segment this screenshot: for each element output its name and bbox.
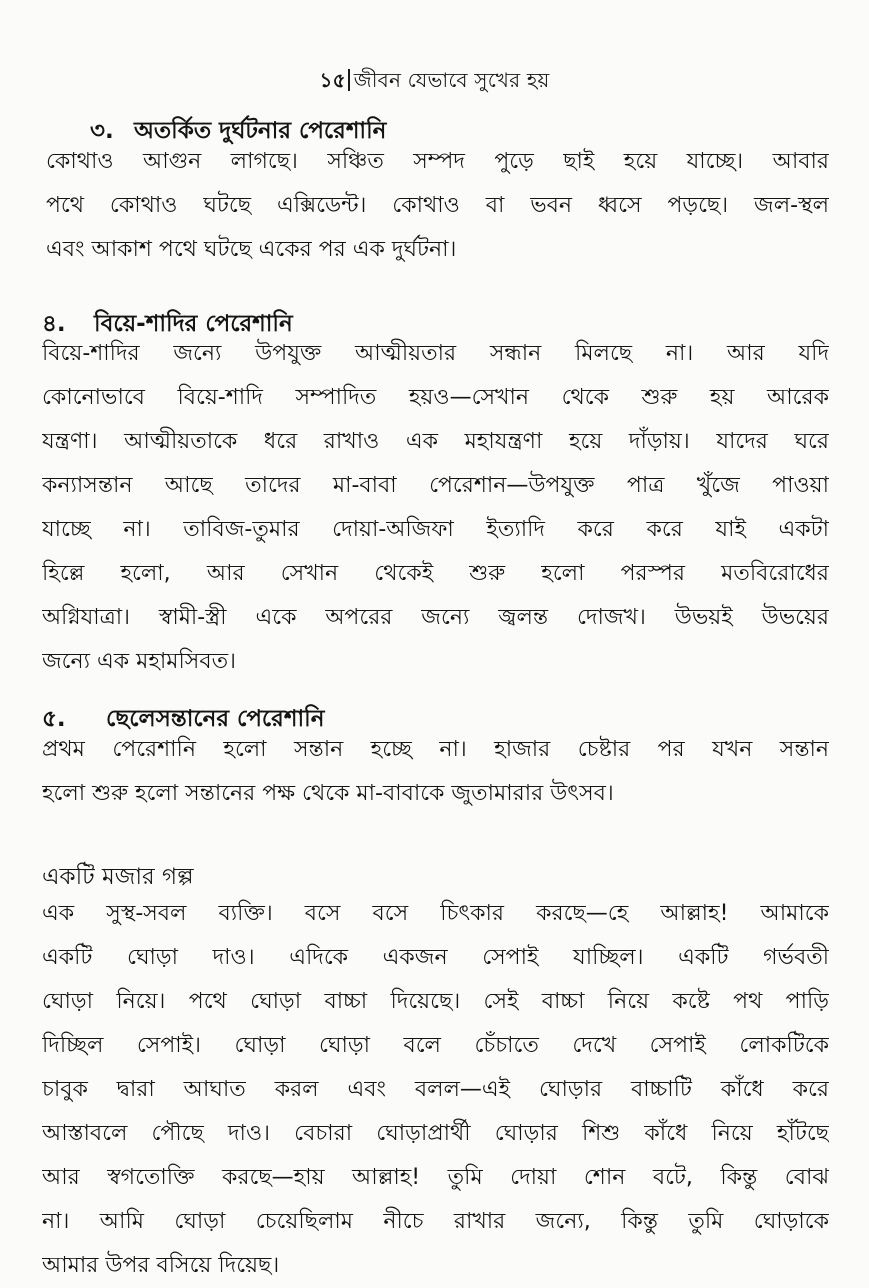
section-5-number: ৫. (42, 706, 66, 732)
text-line: জন্যে এক মহামসিবত। (42, 649, 236, 674)
text-line: আমার উপর বসিয়ে দিয়েছ। (42, 1253, 280, 1278)
text-line: ঘোড়া নিয়ে। পথে ঘোড়া বাচ্চা দিয়েছে। সেই বাচ্চা নিয়ে কষ্টে পথ পাড়ি (42, 989, 829, 1014)
text-line: যন্ত্রণা। আত্মীয়তাকে ধরে রাখাও এক মহাযন্ত্রণা হয়ে দাঁড়ায়। যাদের ঘরে (42, 429, 829, 454)
section-4-number: ৪. (42, 311, 66, 337)
text-line: অগ্নিযাত্রা। স্বামী-স্ত্রী একে অপরের জন্যে জ্বলন্ত দোজখ। উভয়ই উভয়ের (42, 605, 829, 630)
text-line: আর স্বগতোক্তি করছে—হায় আল্লাহ! তুমি দোয়া শোন বটে, কিন্তু বোঝ (42, 1165, 829, 1190)
text-line: চাবুক দ্বারা আঘাত করল এবং বলল—এই ঘোড়ার বাচ্চাটি কাঁধে করে (42, 1077, 829, 1102)
text-line: এক সুস্থ-সবল ব্যক্তি। বসে বসে চিৎকার করছে—হে আল্লাহ! আমাকে (42, 901, 829, 926)
text-line: দিচ্ছিল সেপাই। ঘোড়া ঘোড়া বলে চেঁচাতে দেখে সেপাই লোকটিকে (42, 1033, 829, 1058)
story-body (42, 892, 829, 1288)
section-3-title: অতর্কিত দুর্ঘটনার পেরেশানি (134, 118, 387, 144)
text-line: প্রথম পেরেশানি হলো সন্তান হচ্ছে না। হাজার চেষ্টার পর যখন সন্তান (42, 737, 829, 762)
text-line: পথে কোথাও ঘটছে এক্সিডেন্ট। কোথাও বা ভবন ধ্বসে পড়ছে। জল-স্থল (46, 193, 829, 218)
text-line: এবং আকাশ পথে ঘটছে একের পর এক দুর্ঘটনা। (46, 237, 457, 262)
section-4-title: বিয়ে-শাদির পেরেশানি (94, 311, 293, 337)
running-title: জীবন যেভাবে সুখের হয় (353, 68, 550, 92)
section-3-body (46, 140, 829, 272)
story-heading: একটি মজার গল্প (42, 864, 194, 890)
section-5-title: ছেলেসন্তানের পেরেশানি (106, 706, 325, 732)
text-line: যাচ্ছে না। তাবিজ-তুমার দোয়া-অজিফা ইত্যাদি করে করে যাই একটা (42, 517, 829, 542)
text-line: হলো শুরু হলো সন্তানের পক্ষ থেকে মা-বাবাকে জুতামারার উৎসব। (42, 781, 614, 806)
section-5-body (42, 728, 829, 816)
text-line: কোথাও আগুন লাগছে। সঞ্চিত সম্পদ পুড়ে ছাই হয়ে যাচ্ছে। আবার (46, 149, 829, 174)
section-3-number: ৩. (90, 118, 114, 144)
text-line: কন্যাসন্তান আছে তাদের মা-বাবা পেরেশান—উপযুক্ত পাত্র খুঁজে পাওয়া (42, 473, 829, 498)
text-line: আস্তাবলে পৌছে দাও। বেচারা ঘোড়াপ্রার্থী ঘোড়ার শিশু কাঁধে নিয়ে হাঁটছে (42, 1121, 829, 1146)
page-header (0, 66, 869, 99)
text-line: না। আমি ঘোড়া চেয়েছিলাম নীচে রাখার জন্যে, কিন্তু তুমি ঘোড়াকে (42, 1209, 829, 1234)
text-line: বিয়ে-শাদির জন্যে উপযুক্ত আত্মীয়তার সন্ধান মিলছে না। আর যদি (42, 341, 829, 366)
text-line: হিল্লে হলো, আর সেখান থেকেই শুরু হলো পরস্পর মতবিরোধের (42, 561, 829, 586)
text-line: একটি ঘোড়া দাও। এদিকে একজন সেপাই যাচ্ছিল। একটি গর্ভবতী (42, 945, 829, 970)
section-4-body (42, 332, 829, 684)
header-divider (348, 69, 350, 91)
page-number: ১৫ (319, 68, 346, 92)
text-line: কোনোভাবে বিয়ে-শাদি সম্পাদিত হয়ও—সেখান থেকে শুরু হয় আরেক (42, 385, 829, 410)
